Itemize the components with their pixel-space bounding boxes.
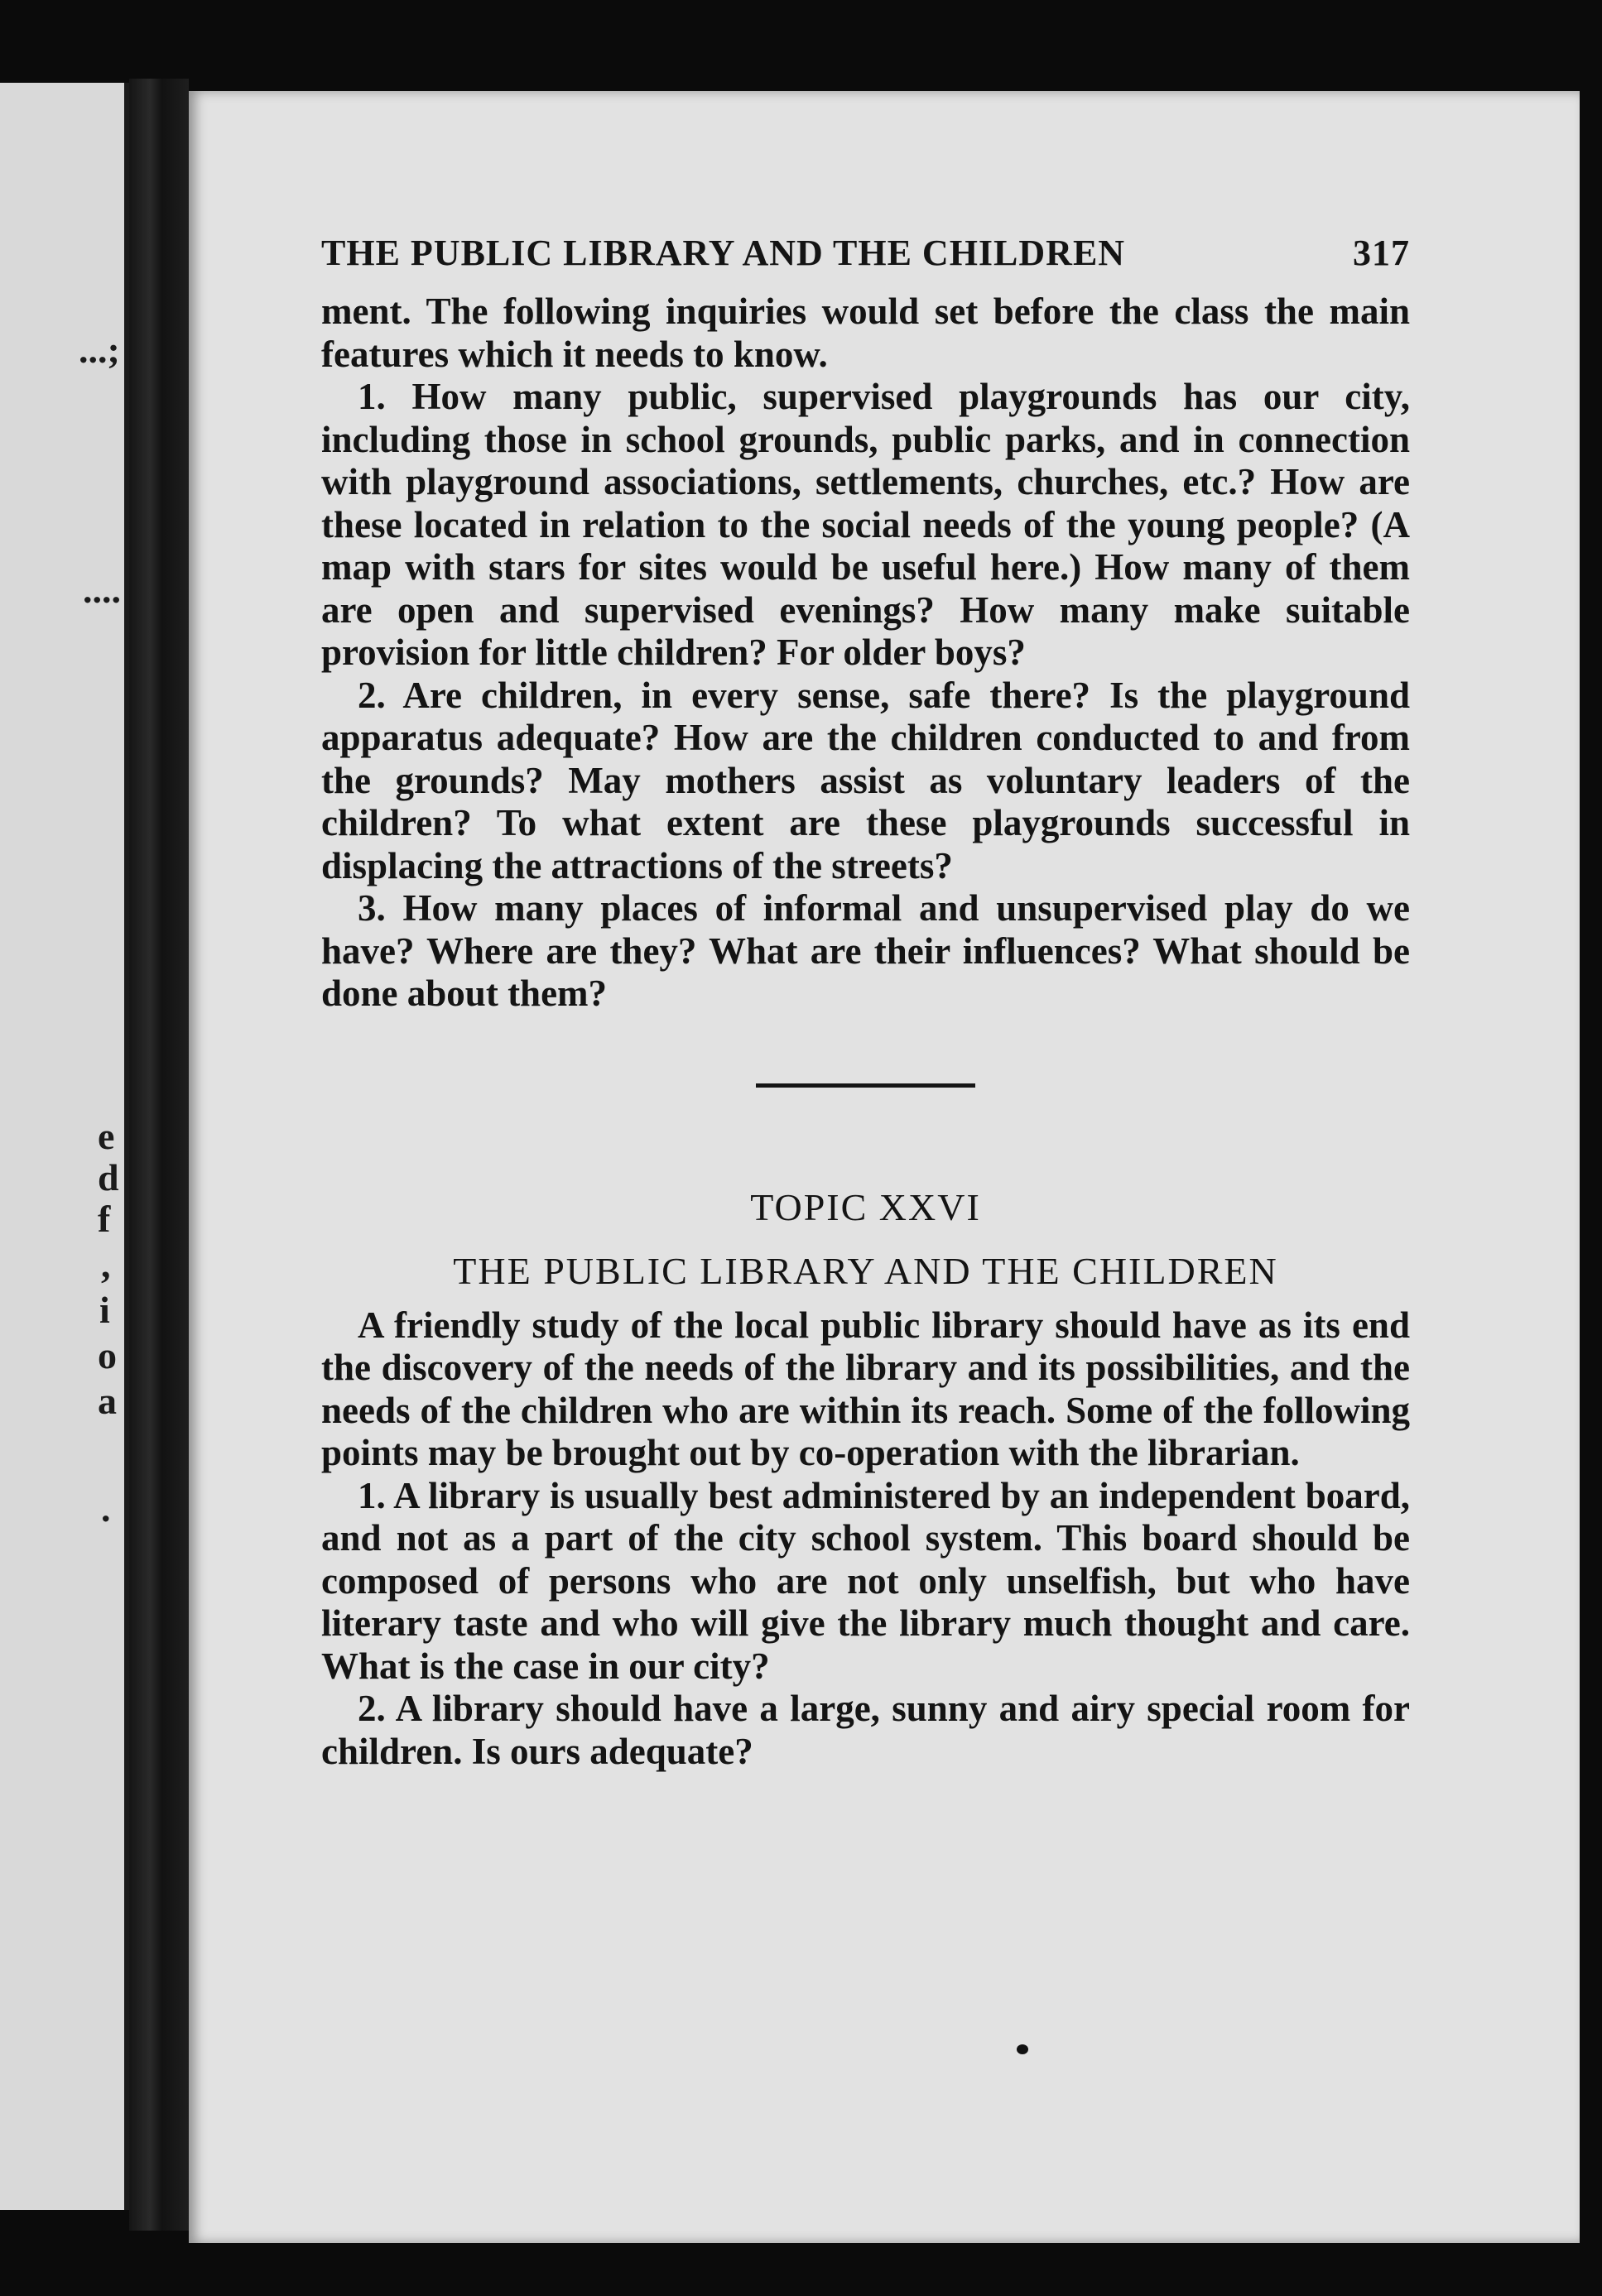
- page-text-block: [321, 232, 1410, 1773]
- running-head-title: THE PUBLIC LIBRARY AND THE CHILDREN: [321, 233, 1126, 273]
- left-page-fragment: ....: [83, 569, 121, 611]
- paragraph: ment. The following inquiries would set before the class the main features which it needs to know.: [321, 291, 1410, 375]
- left-page-fragment: f: [98, 1198, 111, 1240]
- left-page-fragment: o: [98, 1334, 117, 1376]
- paragraph: 1. A library is usually best administered by an independent board, and not as a part of the city school system. This board should be composed of persons who are not only unselfish, but who have literary taste and who will give the library much thought and care. What is the case in our city?: [321, 1474, 1410, 1687]
- left-page-fragment: ,: [101, 1243, 111, 1285]
- paragraph: 3. How many places of informal and unsupervised play do we have? Where are they? What are their influences? What should be done about them?: [321, 887, 1410, 1014]
- page-number: 317: [1353, 233, 1410, 273]
- paragraph: 1. How many public, supervised playgrounds has our city, including those in school grounds, public parks, and in connection with playground associations, settlements, churches, etc.? How are these located in relation to the social needs of the young people? (A map with stars for sites would be useful here.) How many of them are open and supervised evenings? How many make suitable provision for little children? For older boys?: [321, 376, 1410, 673]
- left-page-fragment: a: [98, 1380, 117, 1422]
- left-page-fragment: d: [98, 1156, 119, 1198]
- book-page: [189, 91, 1580, 2243]
- left-facing-page: [0, 83, 129, 2210]
- paragraph: 2. A library should have a large, sunny and airy special room for children. Is ours adequate?: [321, 1688, 1410, 1772]
- section-divider: [756, 1083, 975, 1088]
- left-page-fragment: e: [98, 1115, 115, 1157]
- left-page-fragment: .: [101, 1487, 111, 1530]
- ink-speck: [1017, 2044, 1028, 2054]
- book-gutter: [129, 79, 189, 2231]
- topic-number: TOPIC XXVI: [750, 1185, 981, 1228]
- left-page-fragment: i: [99, 1289, 110, 1331]
- left-page-fragment: ...;: [79, 329, 120, 371]
- paragraph: A friendly study of the local public library should have as its end the discovery of the needs of the library and its possibilities, and the needs of the children who are within its reach. Some of the following points may be brought out by co-operation with the librarian.: [321, 1304, 1410, 1473]
- running-head: [321, 232, 1410, 274]
- topic-title: THE PUBLIC LIBRARY AND THE CHILDREN: [453, 1249, 1278, 1292]
- paragraph: 2. Are children, in every sense, safe there? Is the playground apparatus adequate? How are the children conducted to and from the grounds? May mothers assist as voluntary leaders of the children? To what extent are these playgrounds successful in displacing the attractions of the streets?: [321, 674, 1410, 886]
